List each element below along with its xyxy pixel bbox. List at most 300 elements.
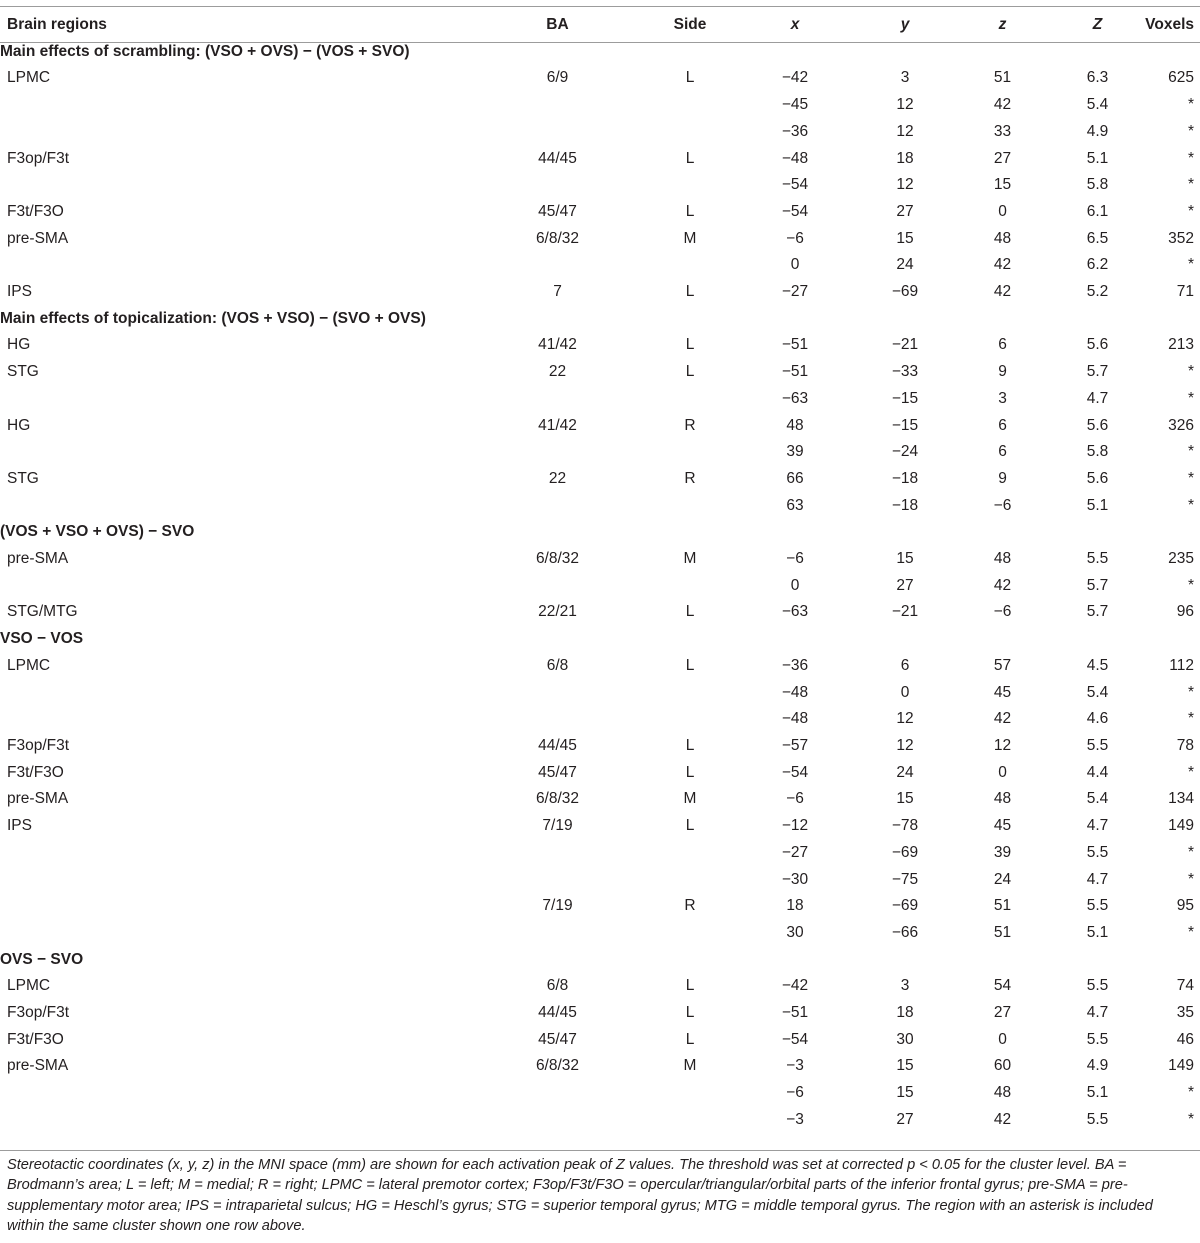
cell-ba: 6/8/32 <box>535 229 580 247</box>
cell-region: pre-SMA <box>7 550 69 568</box>
cell-y: 24 <box>896 256 914 274</box>
cell-side <box>645 1080 735 1107</box>
cell-region: F3op/F3t <box>7 149 70 167</box>
cell-zscore: 5.8 <box>1086 176 1109 194</box>
section-heading-row <box>0 519 1200 546</box>
cell-ba: 22 <box>548 469 567 487</box>
header-rule <box>0 42 1200 43</box>
cell-x: −57 <box>781 736 809 754</box>
cell-region: STG <box>7 469 39 487</box>
cell-z: 45 <box>993 683 1012 701</box>
cell-voxels: * <box>1187 149 1194 167</box>
cell-region <box>0 172 470 199</box>
cell-x: −63 <box>781 389 809 407</box>
cell-region: pre-SMA <box>7 229 69 247</box>
cell-ba: 7/19 <box>542 897 573 915</box>
header-x: x <box>790 16 800 33</box>
cell-y: 18 <box>896 149 914 167</box>
cell-y: −69 <box>891 843 919 861</box>
cell-x: −63 <box>781 603 809 621</box>
cell-y: 12 <box>896 176 914 194</box>
cell-voxels: * <box>1187 496 1194 514</box>
cell-zscore: 5.5 <box>1086 550 1109 568</box>
cell-ba <box>470 840 645 867</box>
cell-z: 42 <box>993 1110 1012 1128</box>
cell-zscore: 5.5 <box>1086 1030 1109 1048</box>
cell-side: L <box>685 656 695 674</box>
cell-x: 30 <box>786 923 804 941</box>
cell-voxels: * <box>1187 1084 1194 1102</box>
cell-zscore: 5.6 <box>1086 469 1109 487</box>
cell-voxels: 235 <box>1168 550 1194 568</box>
cell-side: L <box>685 977 695 995</box>
cell-ba: 7 <box>553 283 562 301</box>
cell-region <box>0 439 470 466</box>
cell-zscore: 6.1 <box>1086 202 1109 220</box>
cell-ba: 22 <box>548 363 567 381</box>
cell-region <box>0 706 470 733</box>
cell-side: M <box>683 1057 697 1075</box>
cell-zscore: 5.5 <box>1086 897 1109 915</box>
cell-x: −42 <box>781 69 809 87</box>
cell-x: −48 <box>781 149 809 167</box>
cell-region <box>0 1107 470 1134</box>
cell-side <box>645 840 735 867</box>
cell-side: L <box>685 736 695 754</box>
cell-zscore: 5.5 <box>1086 1110 1109 1128</box>
cell-ba <box>470 867 645 894</box>
cell-region <box>0 386 470 413</box>
cell-side: L <box>685 763 695 781</box>
cell-side <box>645 92 735 119</box>
results-table <box>0 12 1200 1134</box>
cell-side: L <box>685 336 695 354</box>
cell-y: 15 <box>896 229 914 247</box>
header-ba: BA <box>546 16 569 33</box>
cell-x: −51 <box>781 363 809 381</box>
cell-region: LPMC <box>7 656 51 674</box>
cell-x: −54 <box>781 202 809 220</box>
cell-z: −6 <box>993 496 1012 514</box>
cell-voxels: 95 <box>1176 897 1194 915</box>
table-row <box>0 813 1200 840</box>
cell-y: 12 <box>896 710 914 728</box>
cell-z: 15 <box>993 176 1012 194</box>
cell-ba: 22/21 <box>538 603 577 621</box>
cell-voxels: * <box>1187 710 1194 728</box>
cell-voxels: 96 <box>1176 603 1194 621</box>
cell-region: F3t/F3O <box>7 763 64 781</box>
cell-voxels: * <box>1187 363 1194 381</box>
cell-side: L <box>685 603 695 621</box>
table-row <box>0 920 1200 947</box>
cell-side <box>645 706 735 733</box>
cell-x: −30 <box>781 870 809 888</box>
table-row <box>0 867 1200 894</box>
cell-side <box>645 680 735 707</box>
cell-side <box>645 573 735 600</box>
section-heading-row <box>0 306 1200 333</box>
cell-x: −51 <box>781 1004 809 1022</box>
cell-x: 0 <box>790 576 800 594</box>
cell-z: 39 <box>993 843 1012 861</box>
cell-ba: 6/8 <box>546 977 569 995</box>
cell-ba <box>470 573 645 600</box>
cell-voxels: 213 <box>1168 336 1194 354</box>
cell-zscore: 5.5 <box>1086 843 1109 861</box>
cell-x: −54 <box>781 1030 809 1048</box>
cell-zscore: 6.3 <box>1086 69 1109 87</box>
cell-z: 42 <box>993 283 1012 301</box>
cell-zscore: 5.1 <box>1086 923 1109 941</box>
cell-z: 42 <box>993 710 1012 728</box>
cell-region: STG/MTG <box>7 603 78 621</box>
table-row <box>0 680 1200 707</box>
cell-side <box>645 119 735 146</box>
header-Z: Z <box>1092 16 1103 33</box>
cell-voxels: 112 <box>1169 656 1194 674</box>
cell-y: 12 <box>896 736 914 754</box>
cell-y: −66 <box>891 923 919 941</box>
cell-voxels: * <box>1187 389 1194 407</box>
cell-voxels: * <box>1187 576 1194 594</box>
cell-z: 51 <box>993 69 1012 87</box>
bottom-rule <box>0 1150 1200 1151</box>
cell-voxels: * <box>1187 1110 1194 1128</box>
table-row <box>0 653 1200 680</box>
cell-zscore: 5.7 <box>1086 603 1109 621</box>
cell-x: −54 <box>781 763 809 781</box>
section-title: OVS − SVO <box>0 950 84 968</box>
cell-y: −33 <box>891 363 919 381</box>
cell-ba: 41/42 <box>538 336 577 354</box>
cell-z: 0 <box>998 1030 1007 1048</box>
cell-z: 33 <box>993 122 1012 140</box>
cell-voxels: * <box>1187 843 1194 861</box>
cell-zscore: 6.2 <box>1086 256 1109 274</box>
cell-z: 42 <box>993 256 1012 274</box>
cell-side: L <box>685 1004 695 1022</box>
cell-voxels: 74 <box>1176 977 1194 995</box>
cell-region <box>0 920 470 947</box>
cell-x: −42 <box>781 977 809 995</box>
cell-z: 9 <box>998 469 1007 487</box>
table-row <box>0 92 1200 119</box>
cell-region: STG <box>7 363 39 381</box>
cell-zscore: 5.2 <box>1086 283 1109 301</box>
cell-voxels: 134 <box>1168 790 1194 808</box>
cell-side <box>645 1107 735 1134</box>
cell-y: 12 <box>896 122 914 140</box>
cell-z: 42 <box>993 576 1012 594</box>
cell-z: 45 <box>993 817 1012 835</box>
table-row <box>0 172 1200 199</box>
cell-x: −48 <box>781 710 809 728</box>
cell-y: 12 <box>896 96 914 114</box>
table-row <box>0 413 1200 440</box>
table-row <box>0 332 1200 359</box>
table-row <box>0 279 1200 306</box>
cell-zscore: 4.4 <box>1086 763 1109 781</box>
cell-side <box>645 920 735 947</box>
cell-zscore: 5.5 <box>1086 736 1109 754</box>
table-row <box>0 760 1200 787</box>
cell-zscore: 5.4 <box>1086 683 1109 701</box>
cell-voxels: 35 <box>1176 1004 1194 1022</box>
cell-voxels: * <box>1187 256 1194 274</box>
cell-z: 9 <box>998 363 1007 381</box>
cell-region: pre-SMA <box>7 1057 69 1075</box>
cell-side: L <box>685 363 695 381</box>
cell-region: LPMC <box>7 69 51 87</box>
cell-z: 48 <box>993 1084 1012 1102</box>
cell-ba <box>470 680 645 707</box>
cell-voxels: * <box>1187 202 1194 220</box>
cell-zscore: 5.8 <box>1086 443 1109 461</box>
cell-x: −6 <box>786 1084 804 1102</box>
cell-ba: 7/19 <box>542 817 573 835</box>
cell-region: F3t/F3O <box>7 202 64 220</box>
cell-zscore: 5.1 <box>1086 149 1109 167</box>
cell-voxels: * <box>1187 469 1194 487</box>
table-row <box>0 226 1200 253</box>
cell-side: R <box>684 416 696 434</box>
cell-region: F3t/F3O <box>7 1030 64 1048</box>
cell-side: M <box>683 229 697 247</box>
cell-y: 30 <box>896 1030 914 1048</box>
table-row <box>0 119 1200 146</box>
cell-x: 66 <box>786 469 804 487</box>
top-rule <box>0 6 1200 7</box>
cell-zscore: 4.6 <box>1086 710 1109 728</box>
cell-y: −69 <box>891 283 919 301</box>
cell-y: −18 <box>891 469 919 487</box>
cell-x: 63 <box>786 496 804 514</box>
table-row <box>0 1053 1200 1080</box>
cell-y: −15 <box>891 416 919 434</box>
table-row <box>0 65 1200 92</box>
cell-ba: 44/45 <box>538 1004 577 1022</box>
cell-z: 12 <box>993 736 1012 754</box>
cell-zscore: 4.7 <box>1086 870 1109 888</box>
cell-region: F3op/F3t <box>7 736 70 754</box>
cell-ba: 6/8/32 <box>535 1057 580 1075</box>
cell-x: −6 <box>786 790 804 808</box>
cell-z: 0 <box>998 202 1007 220</box>
cell-x: −54 <box>781 176 809 194</box>
cell-y: −69 <box>891 897 919 915</box>
cell-z: 6 <box>998 416 1007 434</box>
cell-ba: 44/45 <box>538 736 577 754</box>
cell-y: 3 <box>900 977 910 995</box>
cell-y: −21 <box>891 336 919 354</box>
cell-x: −51 <box>781 336 809 354</box>
cell-z: 6 <box>998 336 1007 354</box>
table-row <box>0 733 1200 760</box>
cell-zscore: 5.5 <box>1086 977 1109 995</box>
cell-zscore: 5.6 <box>1086 416 1109 434</box>
cell-region <box>0 893 470 920</box>
cell-zscore: 5.1 <box>1086 496 1109 514</box>
table-row <box>0 439 1200 466</box>
cell-z: 48 <box>993 229 1012 247</box>
cell-y: 24 <box>896 763 914 781</box>
cell-side: R <box>684 897 696 915</box>
table-row <box>0 786 1200 813</box>
cell-x: −36 <box>781 656 809 674</box>
cell-zscore: 4.5 <box>1086 656 1109 674</box>
cell-region: IPS <box>7 283 32 301</box>
section-title: Main effects of scrambling: (VSO + OVS) − (VOS + SVO) <box>0 42 410 60</box>
table-row <box>0 359 1200 386</box>
cell-ba: 6/9 <box>546 69 569 87</box>
cell-ba <box>470 172 645 199</box>
header-voxels: Voxels <box>1145 16 1194 33</box>
table-row <box>0 1000 1200 1027</box>
cell-y: 27 <box>896 576 914 594</box>
cell-zscore: 4.7 <box>1086 389 1109 407</box>
cell-z: 27 <box>993 149 1012 167</box>
cell-region <box>0 92 470 119</box>
table-row <box>0 252 1200 279</box>
table-row <box>0 493 1200 520</box>
table-body <box>0 39 1200 1134</box>
cell-side: L <box>685 1030 695 1048</box>
cell-region <box>0 680 470 707</box>
cell-ba <box>470 1107 645 1134</box>
cell-zscore: 4.9 <box>1086 1057 1109 1075</box>
cell-region <box>0 252 470 279</box>
cell-zscore: 5.7 <box>1086 576 1109 594</box>
cell-voxels: * <box>1187 763 1194 781</box>
cell-z: 27 <box>993 1004 1012 1022</box>
cell-side <box>645 867 735 894</box>
cell-z: 48 <box>993 790 1012 808</box>
cell-side <box>645 493 735 520</box>
cell-ba: 44/45 <box>538 149 577 167</box>
cell-side: L <box>685 149 695 167</box>
cell-z: 0 <box>998 763 1007 781</box>
cell-side: L <box>685 817 695 835</box>
cell-y: 6 <box>900 656 910 674</box>
cell-region: LPMC <box>7 977 51 995</box>
cell-side <box>645 172 735 199</box>
cell-side: M <box>683 790 697 808</box>
table-row <box>0 386 1200 413</box>
cell-ba: 45/47 <box>538 202 577 220</box>
cell-zscore: 6.5 <box>1086 229 1109 247</box>
cell-x: 48 <box>786 416 804 434</box>
table-row <box>0 1080 1200 1107</box>
cell-side: L <box>685 283 695 301</box>
table-row <box>0 466 1200 493</box>
cell-region <box>0 119 470 146</box>
cell-x: 0 <box>790 256 800 274</box>
cell-region <box>0 1080 470 1107</box>
cell-side <box>645 386 735 413</box>
cell-ba: 45/47 <box>538 1030 577 1048</box>
cell-side: L <box>685 202 695 220</box>
cell-voxels: * <box>1187 96 1194 114</box>
cell-x: −27 <box>781 283 809 301</box>
cell-z: 24 <box>993 870 1012 888</box>
cell-region <box>0 840 470 867</box>
cell-side: M <box>683 550 697 568</box>
cell-side <box>645 252 735 279</box>
cell-region <box>0 573 470 600</box>
cell-z: 48 <box>993 550 1012 568</box>
cell-y: −18 <box>891 496 919 514</box>
cell-ba: 6/8/32 <box>535 790 580 808</box>
cell-x: −3 <box>786 1110 804 1128</box>
cell-zscore: 5.7 <box>1086 363 1109 381</box>
table-row <box>0 893 1200 920</box>
header-y: y <box>900 16 910 33</box>
cell-y: −21 <box>891 603 919 621</box>
table-row <box>0 840 1200 867</box>
cell-zscore: 5.6 <box>1086 336 1109 354</box>
section-heading-row <box>0 947 1200 974</box>
cell-ba <box>470 1080 645 1107</box>
cell-voxels: 149 <box>1168 817 1194 835</box>
section-title: VSO − VOS <box>0 630 84 648</box>
cell-voxels: * <box>1187 683 1194 701</box>
cell-voxels: * <box>1187 176 1194 194</box>
cell-y: 0 <box>900 683 910 701</box>
table-header-row <box>0 12 1200 39</box>
cell-y: −78 <box>891 817 919 835</box>
cell-ba: 6/8/32 <box>535 550 580 568</box>
cell-ba <box>470 92 645 119</box>
cell-region: F3op/F3t <box>7 1004 70 1022</box>
cell-y: 15 <box>896 1084 914 1102</box>
cell-y: −24 <box>891 443 919 461</box>
cell-ba <box>470 493 645 520</box>
cell-region: HG <box>7 336 31 354</box>
cell-ba <box>470 119 645 146</box>
cell-region <box>0 867 470 894</box>
cell-region <box>0 493 470 520</box>
cell-zscore: 5.1 <box>1086 1084 1109 1102</box>
cell-voxels: 71 <box>1176 283 1194 301</box>
cell-voxels: * <box>1187 870 1194 888</box>
cell-z: 60 <box>993 1057 1012 1075</box>
cell-side: R <box>684 469 696 487</box>
cell-x: −45 <box>781 96 809 114</box>
section-title: (VOS + VSO + OVS) − SVO <box>0 523 195 541</box>
cell-z: 42 <box>993 96 1012 114</box>
cell-x: −6 <box>786 550 804 568</box>
cell-zscore: 4.7 <box>1086 1004 1109 1022</box>
cell-ba <box>470 386 645 413</box>
cell-x: −27 <box>781 843 809 861</box>
table-row <box>0 1027 1200 1054</box>
table-footnote: Stereotactic coordinates (x, y, z) in the MNI space (mm) are shown for each activation peak of Z values. The threshold was set at corrected p < 0.05 for the cluster level. BA = Brodmann’s area; L = left; M = medial; R = right; LPMC = lateral premotor cortex; F3op/F3t/F3O = opercular/triangular/orbital parts of the inferior frontal gyrus; pre-SMA = pre-supplementary motor area; IPS = intraparietal sulcus; HG = Heschl’s gyrus; STG = superior temporal gyrus; MTG = middle temporal gyrus. The region with an asterisk is included within the same cluster shown one row above. <box>7 1157 1153 1234</box>
cell-x: −6 <box>786 229 804 247</box>
cell-y: 15 <box>896 790 914 808</box>
cell-x: −12 <box>781 817 809 835</box>
cell-y: 27 <box>896 202 914 220</box>
cell-y: −75 <box>891 870 919 888</box>
cell-y: −15 <box>891 389 919 407</box>
cell-z: 57 <box>993 656 1012 674</box>
cell-y: 15 <box>896 1057 914 1075</box>
cell-z: 51 <box>993 923 1012 941</box>
cell-zscore: 5.4 <box>1086 96 1109 114</box>
cell-z: −6 <box>993 603 1012 621</box>
cell-z: 54 <box>993 977 1012 995</box>
cell-y: 15 <box>896 550 914 568</box>
